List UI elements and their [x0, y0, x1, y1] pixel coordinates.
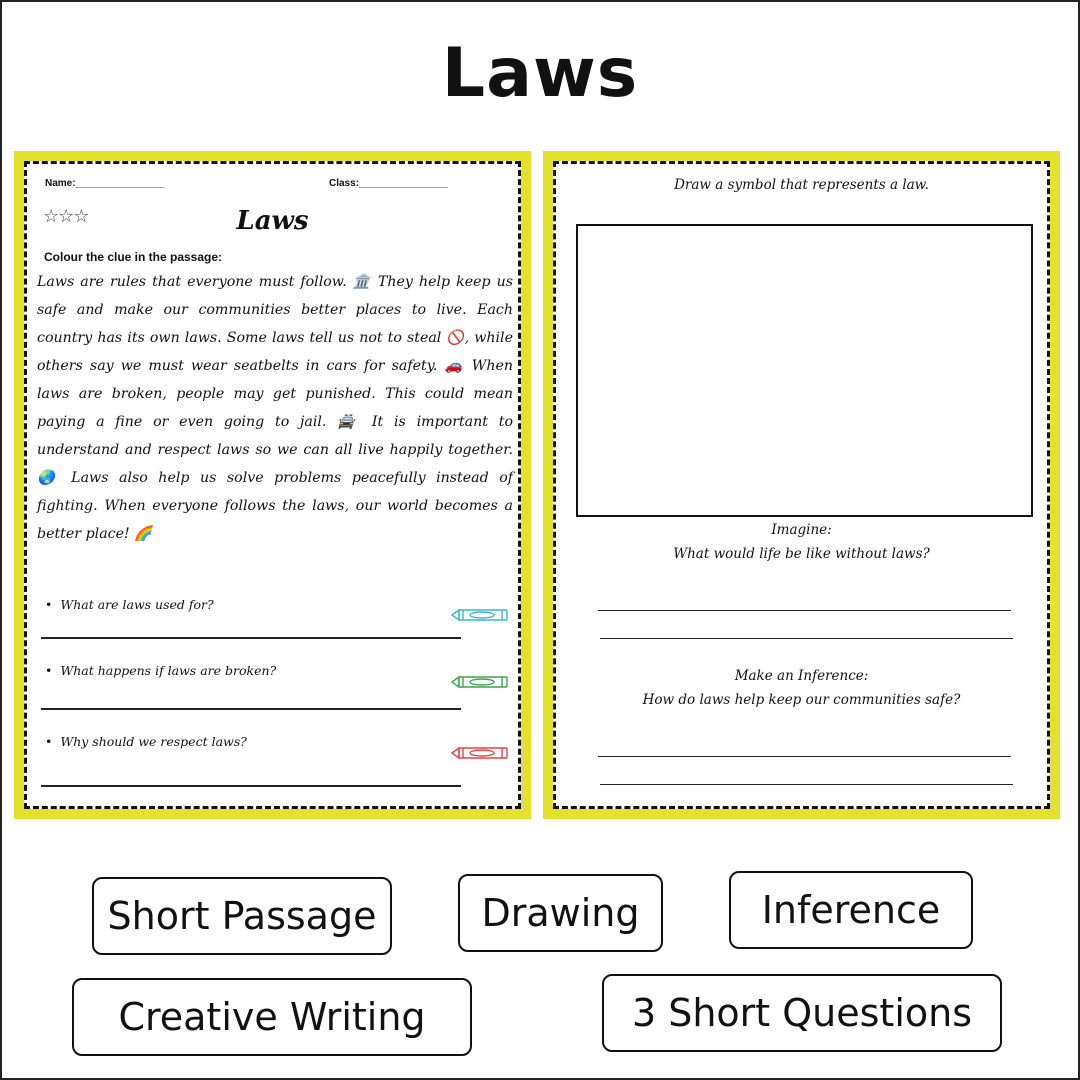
- answer-line-2[interactable]: [41, 708, 461, 710]
- instruction-text: Colour the clue in the passage:: [44, 250, 223, 264]
- writing-line[interactable]: [600, 638, 1013, 639]
- worksheet-title: Laws: [236, 206, 309, 236]
- imagine-question: What would life be like without laws?: [673, 546, 930, 562]
- worksheet-inner-border: [553, 161, 1050, 809]
- inference-label: Make an Inference:: [734, 668, 869, 684]
- tag-drawing: Drawing: [458, 874, 663, 952]
- watermark-icon: [517, 739, 527, 809]
- crayon-green-icon: [450, 674, 510, 690]
- writing-line[interactable]: [600, 784, 1013, 785]
- class-label: Class:________________: [329, 178, 448, 189]
- name-label: Name:________________: [45, 178, 165, 189]
- question-3-text: Why should we respect laws?: [60, 734, 247, 749]
- worksheet-page-passage: [14, 151, 531, 819]
- drawing-box[interactable]: [576, 224, 1033, 517]
- tag-creative-writing: Creative Writing: [72, 978, 472, 1056]
- imagine-label: Imagine:: [771, 522, 832, 538]
- watermark-icon: [1046, 739, 1056, 809]
- worksheet-inner-border: [24, 161, 521, 809]
- passage-text: Laws are rules that everyone must follow. 🏛️ They help keep us safe and make our communities better places to live. Each country has its own laws. Some laws tell us not to steal 🚫, while others say we must wear seatbelts in cars for safety. 🚗 When laws are broken, people may get punished. This could mean paying a fine or even going to jail. 🚔 It is important to understand and respect laws so we can all live happily together. 🌏 Laws also help us solve problems peacefully instead of fighting. When everyone follows the laws, our world becomes a better place! 🌈: [37, 274, 513, 542]
- main-title: Laws: [441, 34, 639, 113]
- crayon-red-icon: [450, 745, 510, 761]
- writing-line[interactable]: [598, 756, 1011, 757]
- question-2-text: What happens if laws are broken?: [60, 663, 277, 678]
- question-1: • What are laws used for?: [45, 597, 214, 612]
- answer-line-1[interactable]: [41, 637, 461, 639]
- star-rating-icon: ☆☆☆: [43, 206, 89, 227]
- inference-question: How do laws help keep our communities safe?: [642, 692, 961, 708]
- tag-short-passage: Short Passage: [92, 877, 392, 955]
- worksheet-page-activities: [543, 151, 1060, 819]
- tag-3-short-questions: 3 Short Questions: [602, 974, 1002, 1052]
- answer-line-3[interactable]: [41, 785, 461, 787]
- writing-line[interactable]: [598, 610, 1011, 611]
- tag-inference: Inference: [729, 871, 973, 949]
- question-1-text: What are laws used for?: [60, 597, 214, 612]
- question-3: • Why should we respect laws?: [45, 734, 247, 749]
- crayon-blue-icon: [450, 607, 510, 623]
- draw-prompt: Draw a symbol that represents a law.: [674, 177, 929, 193]
- question-2: • What happens if laws are broken?: [45, 663, 277, 678]
